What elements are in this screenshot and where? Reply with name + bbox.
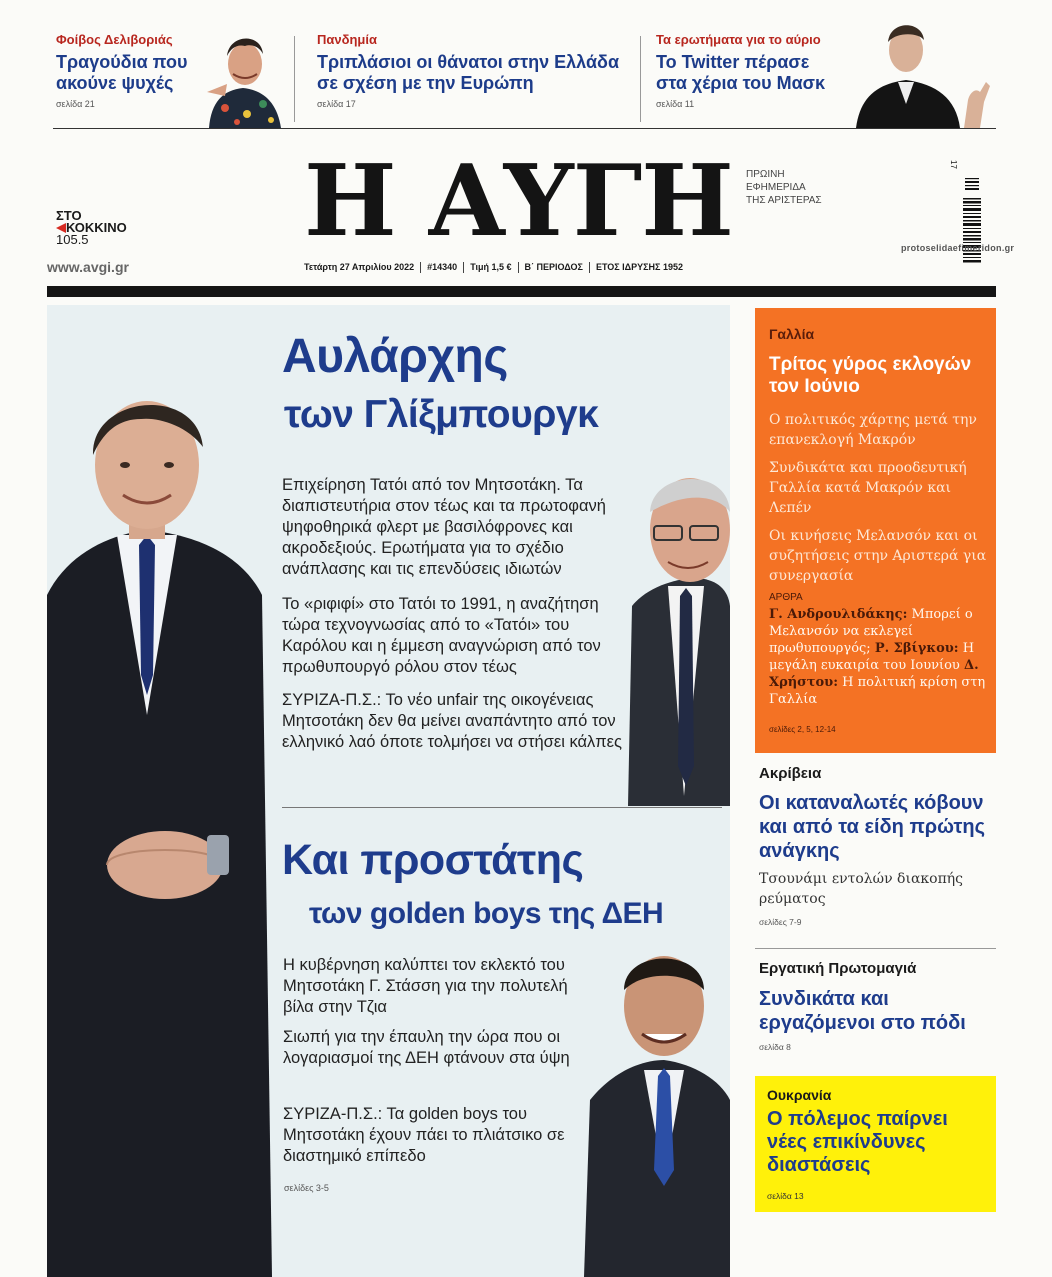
lead2-pages: σελίδες 3-5 [284,1183,329,1193]
executive-photo [584,940,730,1277]
barcode-number: 17 [949,160,958,169]
lead-divider [282,807,722,808]
mayday-kicker: Εργατική Πρωτομαγιά [759,960,917,977]
mayday-page: σελίδα 8 [759,1042,791,1052]
france-kicker: Γαλλία [769,326,815,342]
ukraine-kicker: Ουκρανία [767,1087,832,1103]
source-watermark: protoselidaefimeridon.gr [901,243,1015,253]
lead2-paragraph: Σιωπή για την έπαυλη την ώρα που οι λογαριασμοί της ΔΕΗ φτάνουν στα ύψη [283,1028,570,1067]
column-divider [755,948,996,949]
lead2-headline[interactable]: Και προστάτης [282,836,584,884]
lead1-paragraph: Επιχείρηση Τατόι από τον Μητσοτάκη. Τα διαπιστευτήρια στον τέως και τα πρωτοφανή ψηφοθηρικά φλερτ με βασιλόφρονες και ακροδεξιούς. Ερωτήματα για το σχέδιο ανάπλασης και τις επενδύσεις ιδιωτών [282,476,606,578]
teaser-kicker: Φοίβος Δελιβοριάς [56,32,173,47]
france-op-ed: Γ. Ανδρουλιδάκης: Μπορεί ο Μελανσόν να εκλεγεί πρωθυπουργός; Ρ. Σβίγκου: Η μεγάλη ευκαιρία του Ιουνίου Δ. Χρήστου: Η πολιτική κρίση στη Γαλλία [769,607,986,707]
dateline [304,262,683,273]
musk-photo [856,12,996,128]
teaser-twitter[interactable] [656,32,825,109]
lead1-paragraph: ΣΥΡΙΖΑ-Π.Σ.: Το νέο unfair της οικογένειας Μητσοτάκη δεν θα μείνει αναπάντητο από τον ελληνικό λαό όποτε τολμήσει να στήσει κάλπες [282,691,622,751]
lead2-subheadline[interactable]: των golden boys της ΔΕΗ [309,897,664,930]
france-item: Οι κινήσεις Μελανσόν και οι συζητήσεις στην Αριστερά για συνεργασία [769,528,987,584]
issue-period: Β΄ ΠΕΡΙΟΔΟΣ [524,262,583,272]
france-headline: Τρίτος γύρος εκλογών τον Ιούνιο [769,354,972,397]
issue-price: Τιμή 1,5 € [470,262,512,272]
former-king-photo [628,466,730,806]
precision-pages: σελίδες 7-9 [759,917,802,927]
issue-number: #14340 [427,262,458,272]
masthead-tagline: ΠΡΩΙΝΗ ΕΦΗΜΕΡΙΔΑ ΤΗΣ ΑΡΙΣΤΕΡΑΣ [746,169,822,206]
teaser-kicker: Τα ερωτήματα για το αύριο [656,32,821,47]
teaser-pandemic[interactable] [317,32,619,109]
precision-headline: Οι καταναλωτές κόβουν και από τα είδη πρώτης ανάγκης [759,792,986,862]
teaser-headline: Τριπλάσιοι οι θάνατοι στην Ελλάδα σε σχέση με την Ευρώπη [317,52,620,93]
mayday-section[interactable] [759,960,993,1052]
teaser-divider [294,36,295,122]
precision-section[interactable] [759,765,993,927]
top-rule [53,128,996,129]
france-item: Συνδικάτα και προοδευτική Γαλλία κατά Μακρόν και Λεπέν [769,460,967,516]
teaser-headline: Το Twitter πέρασε στα χέρια του Μασκ [656,52,826,93]
ukraine-box[interactable] [755,1076,996,1212]
france-item: Ο πολιτικός χάρτης μετά την επανεκλογή Μακρόν [769,412,977,448]
france-articles-label: ΑΡΘΡΑ [769,592,803,603]
lead1-headline[interactable]: Αυλάρχης [282,330,508,383]
site-url[interactable]: www.avgi.gr [47,259,129,275]
teaser-music[interactable] [56,32,187,109]
ukraine-page: σελίδα 13 [767,1191,804,1201]
france-pages: σελίδες 2, 5, 12-14 [769,725,836,734]
lead1-subheadline[interactable]: των Γλίξμπουργκ [284,393,599,436]
lead2-paragraph: Η κυβέρνηση καλύπτει τον εκλεκτό του Μητσοτάκη Γ. Στάσση για την πολυτελή βίλα στην Τζια [283,956,568,1016]
teaser-page: σελίδα 11 [656,99,695,109]
pm-photo [47,385,272,1277]
teaser-page: σελίδα 17 [317,99,356,109]
radio-logo[interactable]: ΣΤΟ ΚΟΚΚΙΝΟ 105.5 [56,208,127,247]
masthead-rule [47,286,996,297]
teaser-headline: Τραγούδια που ακούνε ψυχές [56,52,188,93]
precision-sub: Τσουνάμι εντολών διακοπής ρεύματος [759,871,964,907]
teaser-page: σελίδα 21 [56,99,95,109]
mayday-headline: Συνδικάτα και εργαζόμενοι στο πόδι [759,988,966,1034]
precision-kicker: Ακρίβεια [759,765,822,782]
lead1-paragraph: Το «ριφιφί» στο Τατόι το 1991, η αναζήτηση τώρα τεχνογνωσίας από το «Τατόι» του Καρόλου και η έμμεση αναγνώριση από τον πρωθυπουργό ρόλου στον τέως [282,595,601,676]
teaser-divider [640,36,641,122]
issue-date: Τετάρτη 27 Απριλίου 2022 [304,262,415,272]
masthead-title: Η ΑΥΓΗ [304,144,733,259]
barcode [957,168,981,268]
singer-photo [203,22,283,128]
france-box[interactable] [755,308,996,753]
teaser-kicker: Πανδημία [317,32,377,47]
founded-year: ΕΤΟΣ ΙΔΡΥΣΗΣ 1952 [595,262,683,272]
ukraine-headline: Ο πόλεμος παίρνει νέες επικίνδυνες διαστάσεις [767,1108,948,1176]
lead2-paragraph: ΣΥΡΙΖΑ-Π.Σ.: Τα golden boys του Μητσοτάκη έχουν πάει το πλιάτσικο σε διαστημικό επίπεδο [283,1105,565,1165]
